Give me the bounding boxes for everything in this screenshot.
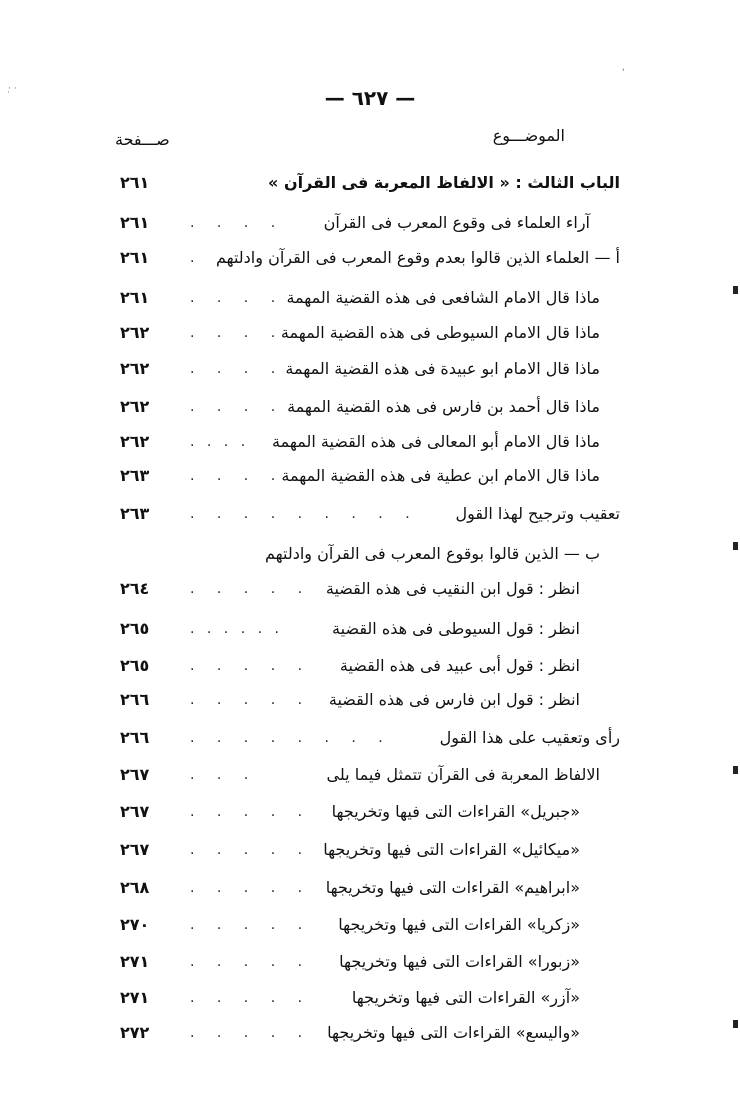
toc-entry-page: ٢٦١ (120, 288, 150, 307)
toc-row (120, 685, 620, 715)
toc-entry-title: رأى وتعقيب على هذا القول (439, 728, 620, 747)
toc-entry-page: ٢٧١ (120, 988, 150, 1007)
toc-entry-title: «آزر» القراءات التى فيها وتخريجها (351, 988, 580, 1007)
toc-entry-page: ٢٦٣ (120, 504, 150, 523)
toc-entry-page: ٢٦٣ (120, 466, 150, 485)
toc-row (120, 760, 620, 790)
toc-row (120, 910, 620, 940)
toc-entry-page: ٢٦١ (120, 213, 150, 232)
toc-entry-page: ٢٦٢ (120, 323, 150, 342)
margin-mark (733, 286, 738, 294)
toc-entry-page: ٢٦١ (120, 248, 150, 267)
toc-entry-leader: . . . . . (190, 1025, 303, 1041)
toc-entry-title: «ميكائيل» القراءات التى فيها وتخريجها (323, 840, 580, 859)
toc-entry-page: ٢٦٦ (120, 728, 150, 747)
toc-entry-page: ٢٦٨ (120, 878, 150, 897)
toc-entry-leader: . . . . . . . . . (190, 506, 410, 522)
toc-row (120, 539, 620, 569)
toc-row (120, 983, 620, 1013)
toc-entry-title: الباب الثالث : « الالفاظ المعربة فى القرآن » (268, 173, 620, 192)
toc-entry-page: ٢٦٧ (120, 840, 150, 859)
toc-entry-leader: . (190, 250, 195, 266)
page-number: — ٦٢٧ — (324, 86, 416, 110)
toc-entry-page: ٢٧١ (120, 952, 150, 971)
margin-mark (733, 766, 738, 774)
toc-entry-title: آراء العلماء فى وقوع المعرب فى القرآن (323, 213, 590, 232)
toc-entry-title: «زبورا» القراءات التى فيها وتخريجها (339, 952, 580, 971)
toc-row (120, 427, 620, 457)
margin-mark (733, 542, 738, 550)
toc-entry-page: ٢٦٦ (120, 690, 150, 709)
toc-entry-leader: . . . . . (190, 917, 303, 933)
toc-entry-leader: . . . . (190, 399, 276, 415)
toc-entry-title: أ — العلماء الذين قالوا بعدم وقوع المعرب فى القرآن وادلتهم (215, 248, 620, 267)
toc-row (120, 835, 620, 865)
toc-entry-page: ٢٧٢ (120, 1023, 150, 1042)
toc-entry-leader: . . . . (190, 215, 276, 231)
toc-entry-leader: . . . . . (190, 581, 303, 597)
toc-row (120, 723, 620, 753)
toc-entry-leader: . . . . (190, 434, 246, 450)
toc-row (120, 797, 620, 827)
toc-entry-leader: . . . . . . . . (190, 730, 383, 746)
toc-entry-title: تعقيب وترجيح لهذا القول (455, 504, 620, 523)
header-topic: الموضـــوع (492, 126, 565, 145)
toc-entry-page: ٢٦٤ (120, 579, 150, 598)
toc-row (120, 392, 620, 422)
toc-entry-title: انظر : قول ابن فارس فى هذه القضية (328, 690, 580, 709)
toc-entry-title: ماذا قال أحمد بن فارس فى هذه القضية المهمة (287, 397, 600, 416)
toc-entry-page: ٢٦٢ (120, 432, 150, 451)
toc-row (120, 208, 620, 238)
toc-entry-leader: . . . . . (190, 842, 303, 858)
toc-entry-page: ٢٦٥ (120, 656, 150, 675)
margin-mark (733, 1020, 738, 1028)
toc-entry-leader: . . . . . (190, 880, 303, 896)
toc-entry-title: «زكريا» القراءات التى فيها وتخريجها (338, 915, 580, 934)
toc-row (120, 168, 620, 198)
toc-entry-leader: . . . . (190, 361, 276, 377)
toc-entry-leader: . . . . . (190, 804, 303, 820)
toc-entry-title: ماذا قال الامام السيوطى فى هذه القضية المهمة (280, 323, 600, 342)
toc-entry-title: ماذا قال الامام أبو المعالى فى هذه القضية المهمة (272, 432, 600, 451)
toc-entry-leader: . . . . (190, 290, 276, 306)
scan-speck: ' (622, 68, 625, 78)
toc-entry-leader: . . . . . (190, 954, 303, 970)
toc-row (120, 354, 620, 384)
toc-entry-leader: . . . . . (190, 692, 303, 708)
toc-entry-title: ماذا قال الامام ابو عبيدة فى هذه القضية المهمة (285, 359, 600, 378)
toc-entry-title: «واليسع» القراءات التى فيها وتخريجها (327, 1023, 580, 1042)
toc-entry-title: ب — الذين قالوا بوقوع المعرب فى القرآن وادلتهم (264, 544, 600, 563)
toc-row (120, 873, 620, 903)
scan-speck: ·̣ · (8, 84, 17, 94)
toc-row (120, 614, 620, 644)
toc-entry-page: ٢٦٧ (120, 765, 150, 784)
toc-entry-title: «جبريل» القراءات التى فيها وتخريجها (331, 802, 580, 821)
toc-entry-page: ٢٦٥ (120, 619, 150, 638)
toc-entry-page: ٢٦٢ (120, 397, 150, 416)
toc-row (120, 243, 620, 273)
toc-entry-leader: . . . . . (190, 990, 303, 1006)
toc-entry-title: انظر : قول السيوطى فى هذه القضية (332, 619, 580, 638)
toc-entry-title: ماذا قال الامام الشافعى فى هذه القضية المهمة (286, 288, 600, 307)
toc-entry-leader: . . . . . . (190, 621, 279, 637)
toc-entry-title: الالفاظ المعربة فى القرآن تتمثل فيما يلى (326, 765, 600, 784)
toc-entry-title: انظر : قول أبى عبيد فى هذه القضية (339, 656, 580, 675)
toc-entry-page: ٢٧٠ (120, 915, 150, 934)
toc-row (120, 499, 620, 529)
toc-row (120, 1018, 620, 1048)
toc-entry-title: ماذا قال الامام ابن عطية فى هذه القضية المهمة (281, 466, 600, 485)
toc-row (120, 574, 620, 604)
toc-entry-page: ٢٦١ (120, 173, 150, 192)
toc-entry-leader: . . . (190, 767, 249, 783)
toc-entry-leader: . . . . . (190, 658, 303, 674)
header-page: صـــفحة (115, 130, 170, 149)
toc-entry-leader: . . . . (190, 468, 276, 484)
toc-row (120, 651, 620, 681)
toc-row (120, 947, 620, 977)
toc-entry-page: ٢٦٢ (120, 359, 150, 378)
toc-row (120, 318, 620, 348)
toc-row (120, 283, 620, 313)
toc-entry-leader: . . . . (190, 325, 276, 341)
toc-row (120, 461, 620, 491)
toc-entry-title: «ابراهيم» القراءات التى فيها وتخريجها (325, 878, 580, 897)
toc-entry-page: ٢٦٧ (120, 802, 150, 821)
toc-entry-title: انظر : قول ابن النقيب فى هذه القضية (325, 579, 580, 598)
